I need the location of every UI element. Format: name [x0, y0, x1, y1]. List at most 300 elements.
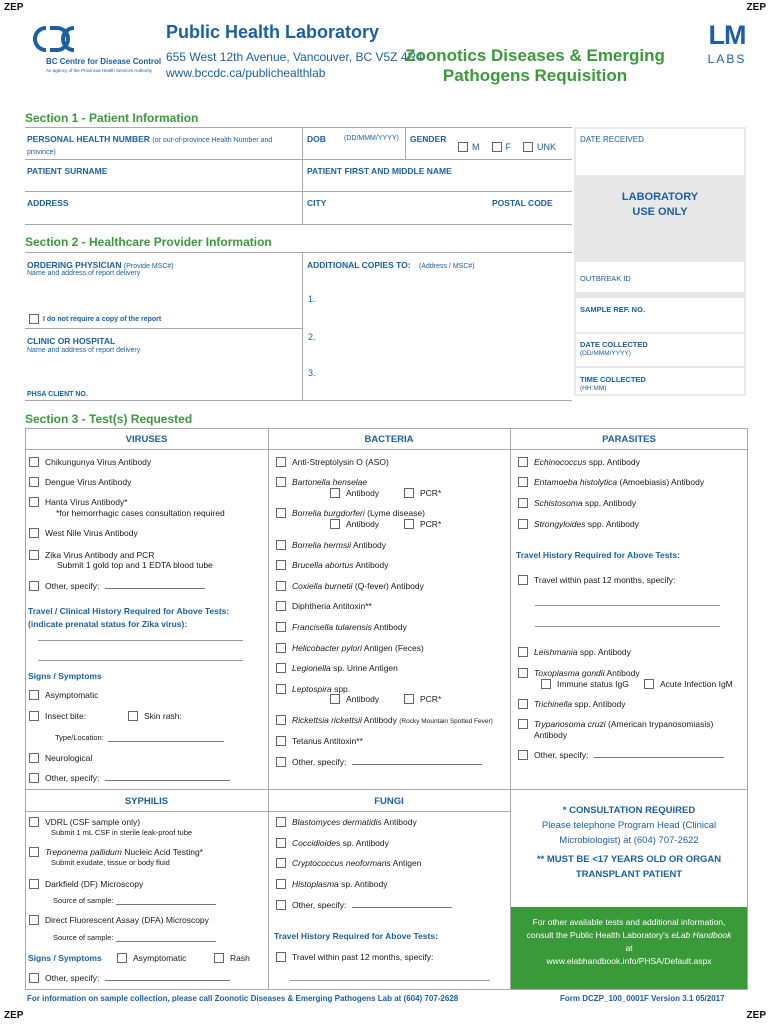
- divider: [302, 252, 303, 400]
- toxo-igm-checkbox[interactable]: [644, 679, 654, 689]
- test-item: [276, 643, 424, 654]
- blank-line[interactable]: [290, 980, 490, 981]
- test-item: [330, 694, 379, 705]
- dfa-checkbox[interactable]: [29, 915, 39, 925]
- virus-other-label: Other, specify:: [45, 581, 100, 591]
- brucella-label: Brucella abortus: [292, 560, 354, 570]
- blank-line[interactable]: [108, 734, 224, 742]
- lab-use-only: [574, 190, 746, 220]
- section1-title: Section 1 - Patient Information: [25, 111, 199, 125]
- blank-line[interactable]: [116, 897, 216, 905]
- bartonella-ab-label: Antibody: [346, 488, 380, 498]
- gender-f-checkbox[interactable]: [492, 142, 502, 152]
- test-item: [276, 540, 386, 551]
- bccdc-logo: [30, 24, 76, 59]
- vdrl-checkbox[interactable]: [29, 817, 39, 827]
- test-item: [29, 753, 92, 764]
- test-item: [518, 575, 675, 586]
- sample-ref-box[interactable]: [576, 298, 744, 332]
- copy-1: 1.: [308, 294, 316, 304]
- test-item: [276, 817, 417, 828]
- corner-mark: ZEP: [746, 2, 766, 13]
- test-item: [330, 519, 379, 530]
- parasite-travel-label: Travel History Required for Above Tests:: [516, 550, 680, 560]
- city-label: CITY: [307, 198, 327, 208]
- aso-label: Anti-Streptolysin O (ASO): [292, 457, 389, 467]
- phn-sub: (or out-of-province Health Number and province): [27, 137, 273, 156]
- bacteria-other-checkbox[interactable]: [276, 757, 286, 767]
- divider: [25, 127, 572, 128]
- fungi-travel-label: Travel History Required for Above Tests:: [274, 931, 438, 941]
- date-received-label: DATE RECEIVED: [580, 135, 644, 144]
- borrelia-ab-label: Antibody: [346, 519, 380, 529]
- chikungunya-label: Chikungunya Virus Antibody: [45, 457, 152, 467]
- bartonella-pcr-checkbox[interactable]: [404, 488, 414, 498]
- trichi-label: Trichinella: [534, 699, 573, 709]
- bartonella-checkbox[interactable]: [276, 477, 286, 487]
- gender-f-label: F: [505, 142, 511, 152]
- divider: [25, 191, 572, 192]
- info-line: at: [625, 943, 633, 953]
- crypto-note: Antigen: [392, 858, 422, 868]
- gender-m-label: M: [472, 142, 480, 152]
- blank-line[interactable]: [535, 605, 720, 606]
- blank-line[interactable]: [105, 773, 230, 781]
- copies-label: [307, 260, 475, 270]
- title-line: Pathogens Requisition: [442, 66, 628, 85]
- consult-line: Please telephone Program Head (Clinical: [541, 820, 717, 831]
- tetanus-checkbox[interactable]: [276, 736, 286, 746]
- test-item: [29, 477, 131, 488]
- crypto-checkbox[interactable]: [276, 858, 286, 868]
- divider: [25, 400, 572, 401]
- borrelia-note: (Lyme disease): [367, 508, 425, 518]
- divider: [405, 127, 406, 159]
- source-label: Source of sample:: [53, 896, 114, 905]
- ordering-msc: (Provide MSC#): [123, 263, 174, 270]
- info-line: For other available tests and additional information,: [532, 917, 726, 927]
- consult-line: Microbiologist) at (604) 707-2622: [559, 835, 699, 846]
- elab-handbook: eLab Handbook: [671, 930, 732, 940]
- clinic-label: CLINIC OR HOSPITAL: [27, 336, 116, 346]
- darkfield-source: [53, 896, 216, 905]
- blank-line[interactable]: [105, 581, 205, 589]
- dengue-checkbox[interactable]: [29, 477, 39, 487]
- lm-labs-logo: [704, 20, 750, 66]
- toxo-checkbox[interactable]: [518, 668, 528, 678]
- divider: [25, 159, 572, 160]
- test-item: [518, 699, 626, 710]
- section3-title: Section 3 - Test(s) Requested: [25, 412, 193, 426]
- blank-line[interactable]: [594, 750, 724, 758]
- blank-line[interactable]: [38, 660, 243, 661]
- lab-use-line: LABORATORY: [621, 191, 699, 203]
- insect-bite-checkbox[interactable]: [29, 711, 39, 721]
- phn-label: [27, 134, 297, 158]
- title-line: Zoonotics Diseases & Emerging: [405, 46, 665, 65]
- test-item: [29, 817, 140, 828]
- test-item: [276, 477, 367, 488]
- rickettsia-checkbox[interactable]: [276, 715, 286, 725]
- hermsii-label: Borrelia hermsii: [292, 540, 352, 550]
- coxiella-checkbox[interactable]: [276, 581, 286, 591]
- rash-checkbox[interactable]: [214, 953, 224, 963]
- diphtheria-checkbox[interactable]: [276, 601, 286, 611]
- neuro-label: Neurological: [45, 753, 93, 763]
- test-item: [29, 879, 143, 890]
- toxo-label: Toxoplasma gondii: [534, 668, 605, 678]
- helico-label: Helicobacter pylori: [292, 643, 362, 653]
- syph-other-checkbox[interactable]: [29, 973, 39, 983]
- trichi-note: spp. Antibody: [574, 699, 626, 709]
- toxo-igm-label: Acute Infection IgM: [660, 679, 733, 689]
- type-location: [55, 733, 224, 742]
- must-line: TRANSPLANT PATIENT: [575, 869, 683, 880]
- trypano-note2: Antibody: [534, 730, 568, 740]
- strongy-label: Strongyloides: [534, 519, 586, 529]
- toxo-note: Antibody: [606, 668, 640, 678]
- ordering-label: [27, 260, 174, 270]
- postal-label: POSTAL CODE: [492, 198, 553, 208]
- syph-asymptomatic-checkbox[interactable]: [117, 953, 127, 963]
- copy-2: 2.: [308, 332, 316, 342]
- entamoeba-label: Entamoeba histolytica: [534, 477, 618, 487]
- parasites-head: PARASITES: [602, 434, 656, 445]
- leptospira-ab-label: Antibody: [346, 694, 380, 704]
- trypano-checkbox[interactable]: [518, 719, 528, 729]
- aso-checkbox[interactable]: [276, 457, 286, 467]
- test-item: [29, 915, 209, 926]
- rash-label: Rash: [230, 953, 250, 963]
- blasto-checkbox[interactable]: [276, 817, 286, 827]
- test-item: [276, 858, 422, 869]
- test-item: [29, 528, 138, 539]
- rickettsia-note: (Rocky Mountain Spotted Fever): [399, 718, 493, 725]
- leptospira-ab-checkbox[interactable]: [330, 694, 340, 704]
- surname-label: PATIENT SURNAME: [27, 166, 108, 176]
- test-item: [518, 668, 640, 679]
- source-label: Source of sample:: [53, 933, 114, 942]
- address-label: ADDRESS: [27, 198, 69, 208]
- test-item: [276, 457, 389, 468]
- divider: [25, 789, 748, 790]
- legionella-checkbox[interactable]: [276, 663, 286, 673]
- francisella-label: Francisella tularensis: [292, 622, 372, 632]
- schisto-label: Schistosoma: [534, 498, 583, 508]
- leptospira-pcr-label: PCR*: [420, 694, 442, 704]
- virus-other-checkbox[interactable]: [29, 581, 39, 591]
- test-item: [518, 477, 704, 488]
- histo-checkbox[interactable]: [276, 879, 286, 889]
- gender-unk-checkbox[interactable]: [523, 142, 533, 152]
- org-sub: An agency of the Provincial Health Services Authority: [46, 68, 153, 73]
- test-item: [404, 694, 441, 705]
- hanta-label: Hanta Virus Antibody*: [45, 497, 128, 507]
- test-item: [276, 508, 425, 519]
- test-item: [276, 736, 363, 747]
- date-collected-fmt: (DD/MMM/YYYY): [580, 350, 631, 357]
- trep-note: Nucleic Acid Testing*: [124, 847, 203, 857]
- lab-website: www.bccdc.ca/publichealthlab: [166, 66, 326, 80]
- copies-sub: (Address / MSC#): [418, 263, 475, 270]
- no-copy-checkbox[interactable]: [29, 314, 39, 324]
- test-item: [276, 879, 387, 890]
- borrelia-label: Borrelia burgdorferi: [292, 508, 365, 518]
- trypano-label: Trypanosoma cruzi: [534, 719, 606, 729]
- test-item: [276, 715, 493, 727]
- cocci-checkbox[interactable]: [276, 838, 286, 848]
- must-line: ** MUST BE <17 YEARS OLD OR ORGAN: [536, 854, 722, 865]
- info-line: consult the Public Health Laboratory's: [526, 930, 672, 940]
- divider: [510, 428, 511, 990]
- antibody-word: Antibody: [353, 560, 389, 570]
- divider: [25, 252, 572, 253]
- copies-text: ADDITIONAL COPIES TO:: [307, 260, 411, 270]
- blank-line[interactable]: [38, 640, 243, 641]
- helico-note: Antigen (Feces): [363, 643, 424, 653]
- corner-mark: ZEP: [746, 1010, 766, 1021]
- test-item: [276, 838, 389, 849]
- blank-line[interactable]: [116, 934, 216, 942]
- crypto-label: Cryptococcus neoformans: [292, 858, 391, 868]
- org-name: BC Centre for Disease Control: [46, 57, 162, 66]
- gender-label: GENDER: [410, 134, 447, 144]
- strongy-checkbox[interactable]: [518, 519, 528, 529]
- westnile-label: West Nile Virus Antibody: [45, 528, 138, 538]
- legionella-note: sp. Urine Antigen: [333, 663, 398, 673]
- blank-line[interactable]: [352, 900, 452, 908]
- parasite-other-label: Other, specify:: [534, 750, 589, 760]
- parasite-travel-item: Travel within past 12 months, specify:: [534, 575, 676, 585]
- test-item: [518, 647, 631, 658]
- leptospira-note: spp.: [334, 684, 351, 694]
- zika-note: Submit 1 gold top and 1 EDTA blood tube: [57, 560, 213, 570]
- fungi-travel-checkbox[interactable]: [276, 952, 286, 962]
- test-item: [29, 690, 98, 701]
- syphilis-head: SYPHILIS: [124, 796, 169, 807]
- lm-sub: LABS: [707, 52, 747, 66]
- blank-line[interactable]: [352, 757, 482, 765]
- test-item: [404, 519, 441, 530]
- trep-label: Treponema pallidum: [45, 847, 122, 857]
- brucella-checkbox[interactable]: [276, 560, 286, 570]
- schisto-checkbox[interactable]: [518, 498, 528, 508]
- syph-other-label: Other, specify:: [45, 973, 100, 983]
- fungi-other-checkbox[interactable]: [276, 900, 286, 910]
- type-location-label: Type/Location:: [55, 733, 104, 742]
- bacteria-head: BACTERIA: [364, 434, 414, 445]
- divider: [25, 328, 302, 329]
- test-item: [29, 581, 205, 592]
- histo-note: sp. Antibody: [341, 879, 388, 889]
- test-item: [214, 953, 250, 964]
- syphilis-signs: Signs / Symptoms: [28, 953, 102, 963]
- test-item: [29, 711, 86, 722]
- vdrl-note: Submit 1 mL CSF in sterile leak-proof tube: [51, 828, 193, 837]
- gender-unk-label: UNK: [537, 142, 557, 152]
- blank-line[interactable]: [105, 973, 230, 981]
- outbreak-label: OUTBREAK ID: [580, 274, 631, 283]
- dob-label: DOB: [307, 134, 326, 144]
- section2-title: Section 2 - Healthcare Provider Information: [25, 235, 272, 249]
- copy-3: 3.: [308, 368, 316, 378]
- diphtheria-label: Diphtheria Antitoxin**: [292, 601, 372, 611]
- fungi-head: FUNGI: [374, 796, 404, 807]
- echino-checkbox[interactable]: [518, 457, 528, 467]
- virus-other2-label: Other, specify:: [45, 773, 100, 783]
- consult-box: [510, 803, 748, 882]
- test-item: [518, 519, 639, 530]
- tetanus-label: Tetanus Antitoxin**: [292, 736, 363, 746]
- entamoeba-note: (Amoebiasis) Antibody: [619, 477, 705, 487]
- asymptomatic-label: Asymptomatic: [45, 690, 99, 700]
- skin-rash-label: Skin rash:: [144, 711, 182, 721]
- gender-options: [458, 142, 556, 152]
- lab-use-line: USE ONLY: [632, 206, 688, 218]
- sample-ref-label: SAMPLE REF. NO.: [580, 305, 646, 314]
- hanta-note: *for hemorrhagic cases consultation required: [56, 508, 225, 518]
- no-copy-label: I do not require a copy of the report: [43, 315, 162, 323]
- dengue-label: Dengue Virus Antibody: [45, 477, 132, 487]
- histo-label: Histoplasma: [292, 879, 339, 889]
- test-item: [29, 497, 128, 508]
- test-item: [276, 900, 452, 911]
- entamoeba-checkbox[interactable]: [518, 477, 528, 487]
- borrelia-ab-checkbox[interactable]: [330, 519, 340, 529]
- no-copy-option: [29, 314, 161, 324]
- skin-rash-checkbox[interactable]: [128, 711, 138, 721]
- bacteria-other-label: Other, specify:: [292, 757, 347, 767]
- chikungunya-checkbox[interactable]: [29, 457, 39, 467]
- antibody-word: Antibody: [371, 622, 407, 632]
- helico-checkbox[interactable]: [276, 643, 286, 653]
- bartonella-ab-checkbox[interactable]: [330, 488, 340, 498]
- toxo-igg-label: Immune status IgG: [557, 679, 629, 689]
- parasite-other-checkbox[interactable]: [518, 750, 528, 760]
- antibody-word: Antibody: [361, 715, 397, 725]
- test-item: [518, 750, 724, 761]
- elab-link[interactable]: www.elabhandbook.info/PHSA/Default.aspx: [546, 956, 712, 966]
- leish-label: Leishmania: [534, 647, 578, 657]
- hanta-checkbox[interactable]: [29, 497, 39, 507]
- borrelia-pcr-checkbox[interactable]: [404, 519, 414, 529]
- clinic-sub: Name and address of report delivery: [27, 347, 141, 354]
- borrelia-checkbox[interactable]: [276, 508, 286, 518]
- gender-m-checkbox[interactable]: [458, 142, 468, 152]
- test-item: [29, 847, 203, 858]
- time-collected-label: TIME COLLECTED: [580, 375, 646, 384]
- syph-asymptomatic-label: Asymptomatic: [133, 953, 187, 963]
- leptospira-pcr-checkbox[interactable]: [404, 694, 414, 704]
- legionella-label: Legionella: [292, 663, 331, 673]
- westnile-checkbox[interactable]: [29, 528, 39, 538]
- test-item: [276, 663, 398, 674]
- rickettsia-label: Rickettsia rickettsii: [292, 715, 362, 725]
- test-item: [518, 498, 636, 509]
- hermsii-checkbox[interactable]: [276, 540, 286, 550]
- trep-sub: Submit exudate, tissue or body fluid: [51, 858, 170, 867]
- neuro-checkbox[interactable]: [29, 753, 39, 763]
- trypano-note: (American trypanosomiasis): [608, 719, 714, 729]
- dfa-label: Direct Fluorescent Assay (DFA) Microscopy: [45, 915, 209, 925]
- test-item: [29, 973, 230, 984]
- leish-note: spp. Antibody: [579, 647, 631, 657]
- darkfield-checkbox[interactable]: [29, 879, 39, 889]
- test-item: [404, 488, 441, 499]
- viruses-head: VIRUSES: [125, 434, 168, 445]
- blasto-label: Blastomyces dermatidis: [292, 817, 382, 827]
- test-item: [644, 679, 733, 690]
- test-item: [276, 581, 424, 592]
- firstname-label: PATIENT FIRST AND MIDDLE NAME: [307, 166, 452, 176]
- test-item: [276, 560, 388, 571]
- echino-note: spp. Antibody: [588, 457, 640, 467]
- echino-label: Echinococcus: [534, 457, 587, 467]
- ordering-text: ORDERING PHYSICIAN: [27, 260, 122, 270]
- test-item: [117, 953, 186, 964]
- divider: [25, 449, 748, 450]
- parasite-travel-checkbox[interactable]: [518, 575, 528, 585]
- lab-title: Public Health Laboratory: [166, 22, 380, 42]
- leptospira-label: Leptospira: [292, 684, 332, 694]
- virus-other2-checkbox[interactable]: [29, 773, 39, 783]
- trep-checkbox[interactable]: [29, 847, 39, 857]
- coxiella-note: (Q-fever) Antibody: [354, 581, 424, 591]
- francisella-checkbox[interactable]: [276, 622, 286, 632]
- date-collected-label: DATE COLLECTED: [580, 340, 648, 349]
- bartonella-label: Bartonella henselae: [292, 477, 368, 487]
- blank-line[interactable]: [535, 626, 720, 627]
- phn-label-text: PERSONAL HEALTH NUMBER: [27, 134, 150, 144]
- test-item: [518, 719, 744, 741]
- test-item: [276, 622, 407, 633]
- divider: [25, 811, 511, 812]
- test-item: [128, 711, 182, 722]
- test-item: [276, 952, 433, 963]
- lm-mark: LM: [708, 20, 746, 50]
- test-item: [276, 601, 372, 612]
- footer-note: For information on sample collection, please call Zoonotic Diseases & Emerging Pathogens Lab at (604) 707-2628: [27, 994, 459, 1003]
- virus-travel-label: [28, 605, 229, 631]
- corner-mark: ZEP: [4, 2, 24, 13]
- divider: [25, 224, 572, 225]
- virus-travel-line: Travel / Clinical History Required for Above Tests:: [28, 606, 230, 616]
- requisition-title: [395, 46, 675, 86]
- toxo-igg-checkbox[interactable]: [541, 679, 551, 689]
- ordering-sub: Name and address of report delivery: [27, 270, 141, 277]
- asymptomatic-checkbox[interactable]: [29, 690, 39, 700]
- info-banner: [511, 907, 747, 989]
- insect-bite-label: Insect bite:: [45, 711, 87, 721]
- leish-checkbox[interactable]: [518, 647, 528, 657]
- test-item: [330, 488, 379, 499]
- form-version: Form DCZP_100_0001F Version 3.1 05/2017: [560, 994, 725, 1003]
- dfa-source: [53, 933, 216, 942]
- trichi-checkbox[interactable]: [518, 699, 528, 709]
- fungi-other-label: Other, specify:: [292, 900, 347, 910]
- borrelia-pcr-label: PCR*: [420, 519, 442, 529]
- time-fmt: (HH:MM): [580, 385, 607, 392]
- zika-checkbox[interactable]: [29, 550, 39, 560]
- darkfield-label: Darkfield (DF) Microscopy: [45, 879, 144, 889]
- cocci-note: sp. Antibody: [342, 838, 389, 848]
- vdrl-label: VDRL (CSF sample only): [45, 817, 141, 827]
- antibody-word: Antibody: [381, 817, 417, 827]
- antibody-word: Antibody: [351, 540, 387, 550]
- consult-head: * CONSULTATION REQUIRED: [562, 805, 696, 816]
- leptospira-checkbox[interactable]: [276, 684, 286, 694]
- divider: [268, 428, 269, 990]
